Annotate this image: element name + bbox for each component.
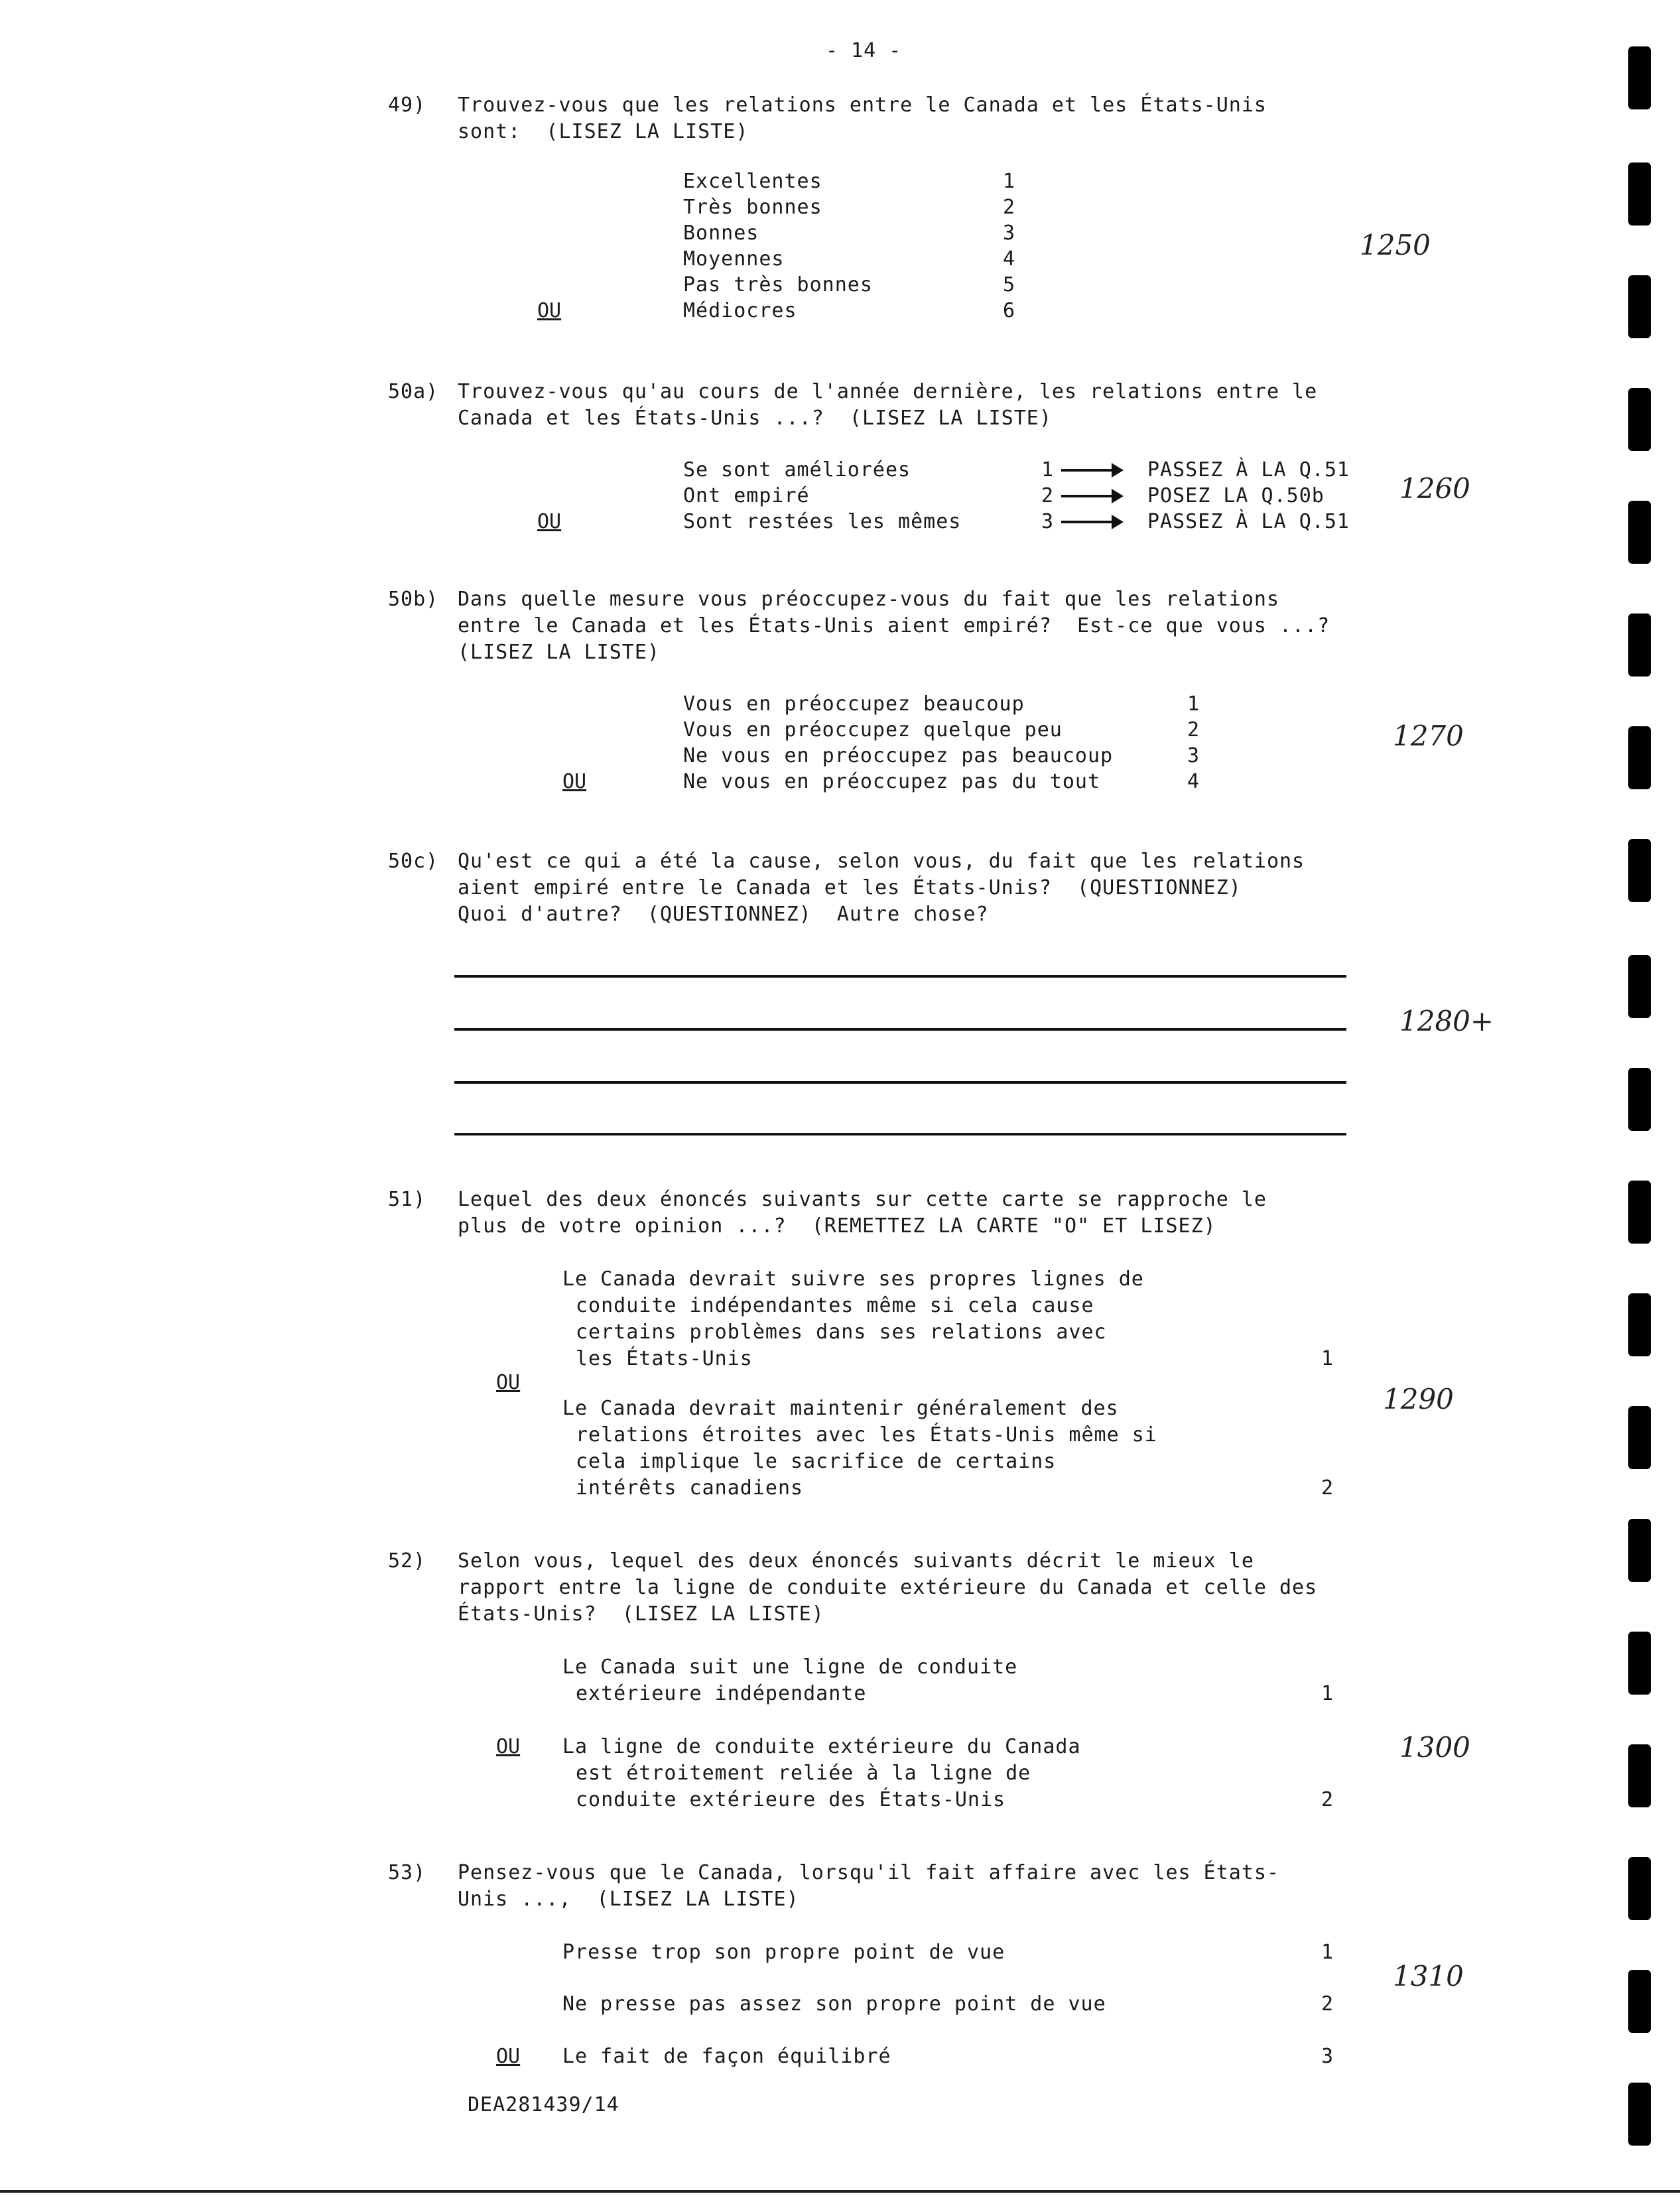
question-number: 51) <box>388 1188 426 1211</box>
statement-line: les États-Unis <box>576 1347 753 1370</box>
option-code: 3 <box>1187 744 1200 767</box>
statement-line: cela implique le sacrifice de certains <box>576 1450 1057 1473</box>
column-code-handwritten: 1260 <box>1399 472 1470 505</box>
binding-mark <box>1628 46 1651 109</box>
question-number: 50b) <box>388 588 439 611</box>
option-code: 5 <box>1003 273 1015 296</box>
binding-mark <box>1628 388 1651 451</box>
question-text-line: sont: (LISEZ LA LISTE) <box>458 120 749 143</box>
binding-mark <box>1628 726 1651 789</box>
binding-mark <box>1628 1406 1651 1469</box>
column-code-handwritten: 1310 <box>1393 1960 1464 1992</box>
answer-line[interactable] <box>454 1133 1346 1135</box>
option-code: 2 <box>1321 1788 1334 1811</box>
option-code: 3 <box>1003 222 1015 245</box>
column-code-handwritten: 1250 <box>1360 229 1431 261</box>
option-code: 3 <box>1041 510 1054 533</box>
question-text-line: Dans quelle mesure vous préoccupez-vous du fait que les relations <box>458 588 1279 611</box>
option-label: Médiocres <box>683 299 797 322</box>
question-text-line: entre le Canada et les États-Unis aient empiré? Est-ce que vous ...? <box>458 614 1330 637</box>
binding-mark <box>1628 2083 1651 2146</box>
question-text-line: Quoi d'autre? (QUESTIONNEZ) Autre chose? <box>458 903 989 926</box>
ou-marker: OU <box>537 299 562 322</box>
answer-line[interactable] <box>454 975 1346 978</box>
option-label: Moyennes <box>683 247 785 271</box>
option-label: Excellentes <box>683 170 822 193</box>
option-label: Très bonnes <box>683 196 822 219</box>
option-label: Ont empiré <box>683 484 810 507</box>
question-text-line: Lequel des deux énoncés suivants sur cette carte se rapproche le <box>458 1188 1267 1211</box>
answer-line[interactable] <box>454 1028 1346 1031</box>
binding-mark <box>1628 1181 1651 1244</box>
binding-mark <box>1628 275 1651 338</box>
binding-mark <box>1628 1293 1651 1356</box>
option-code: 2 <box>1187 718 1200 742</box>
question-number: 50c) <box>388 850 439 873</box>
question-text-line: Pensez-vous que le Canada, lorsqu'il fait affaire avec les États- <box>458 1861 1279 1884</box>
statement-line: intérêts canadiens <box>576 1476 804 1500</box>
option-label: Vous en préoccupez beaucoup <box>683 692 1025 716</box>
option-label: Presse trop son propre point de vue <box>562 1941 1005 1964</box>
binding-mark <box>1628 1519 1651 1582</box>
statement-line: Le Canada devrait suivre ses propres lignes de <box>562 1267 1144 1291</box>
question-number: 52) <box>388 1549 426 1573</box>
skip-instruction: PASSEZ À LA Q.51 <box>1147 510 1350 533</box>
page-number: - 14 - <box>826 39 902 62</box>
skip-arrow <box>1061 521 1114 523</box>
option-code: 4 <box>1003 247 1015 271</box>
question-text-line: Canada et les États-Unis ...? (LISEZ LA LISTE) <box>458 407 1052 430</box>
ou-marker: OU <box>562 770 587 793</box>
option-code: 2 <box>1321 1476 1334 1500</box>
option-code: 4 <box>1187 770 1200 793</box>
skip-instruction: PASSEZ À LA Q.51 <box>1147 458 1350 482</box>
binding-mark <box>1628 162 1651 226</box>
option-code: 2 <box>1041 484 1054 507</box>
question-text-line: (LISEZ LA LISTE) <box>458 641 660 664</box>
skip-instruction: POSEZ LA Q.50b <box>1147 484 1325 507</box>
question-text-line: plus de votre opinion ...? (REMETTEZ LA CARTE "O" ET LISEZ) <box>458 1214 1216 1238</box>
option-label: Sont restées les mêmes <box>683 510 962 533</box>
option-label: Bonnes <box>683 222 759 245</box>
option-code: 1 <box>1321 1941 1334 1964</box>
binding-mark <box>1628 1857 1651 1920</box>
statement-line: La ligne de conduite extérieure du Canada <box>562 1735 1081 1758</box>
skip-arrow <box>1061 495 1114 497</box>
option-code: 2 <box>1003 196 1015 219</box>
statement-line: est étroitement reliée à la ligne de <box>576 1762 1031 1785</box>
column-code-handwritten: 1270 <box>1393 720 1464 752</box>
question-text-line: Selon vous, lequel des deux énoncés suivants décrit le mieux le <box>458 1549 1254 1573</box>
skip-arrow <box>1061 469 1114 472</box>
binding-mark <box>1628 1068 1651 1131</box>
column-code-handwritten: 1280+ <box>1399 1005 1494 1037</box>
question-number: 53) <box>388 1861 426 1884</box>
option-label: Ne presse pas assez son propre point de vue <box>562 1992 1106 2016</box>
question-number: 49) <box>388 94 426 117</box>
option-label: Ne vous en préoccupez pas du tout <box>683 770 1101 793</box>
document-code: DEA281439/14 <box>468 2093 619 2116</box>
binding-mark <box>1628 1970 1651 2033</box>
ou-marker: OU <box>496 2045 521 2068</box>
ou-marker: OU <box>537 510 562 533</box>
binding-mark <box>1628 501 1651 564</box>
question-text-line: aient empiré entre le Canada et les États-Unis? (QUESTIONNEZ) <box>458 876 1242 899</box>
binding-mark <box>1628 955 1651 1018</box>
question-text-line: États-Unis? (LISEZ LA LISTE) <box>458 1602 824 1626</box>
scan-edge <box>0 2190 1680 2193</box>
option-code: 6 <box>1003 299 1015 322</box>
statement-line: certains problèmes dans ses relations avec <box>576 1321 1107 1344</box>
binding-mark <box>1628 1632 1651 1695</box>
option-code: 1 <box>1003 170 1015 193</box>
option-label: Se sont améliorées <box>683 458 911 482</box>
option-code: 3 <box>1321 2045 1334 2068</box>
statement-line: conduite extérieure des États-Unis <box>576 1788 1006 1811</box>
option-code: 1 <box>1041 458 1054 482</box>
question-text-line: Trouvez-vous qu'au cours de l'année dernière, les relations entre le <box>458 380 1318 403</box>
column-code-handwritten: 1300 <box>1399 1731 1470 1764</box>
statement-line: Le Canada devrait maintenir généralement des <box>562 1397 1119 1420</box>
question-text-line: Unis ..., (LISEZ LA LISTE) <box>458 1888 799 1911</box>
option-code: 1 <box>1321 1347 1334 1370</box>
ou-marker: OU <box>496 1371 521 1394</box>
question-number: 50a) <box>388 380 439 403</box>
statement-line: Le Canada suit une ligne de conduite <box>562 1655 1018 1679</box>
option-label: Pas très bonnes <box>683 273 873 296</box>
option-label: Le fait de façon équilibré <box>562 2045 891 2068</box>
option-code: 1 <box>1321 1682 1334 1705</box>
binding-mark <box>1628 614 1651 677</box>
binding-mark <box>1628 1744 1651 1807</box>
question-text-line: rapport entre la ligne de conduite extérieure du Canada et celle des <box>458 1576 1318 1599</box>
question-text-line: Qu'est ce qui a été la cause, selon vous, du fait que les relations <box>458 850 1305 873</box>
answer-line[interactable] <box>454 1081 1346 1084</box>
option-label: Ne vous en préoccupez pas beaucoup <box>683 744 1114 767</box>
option-code: 2 <box>1321 1992 1334 2016</box>
binding-mark <box>1628 839 1651 902</box>
statement-line: conduite indépendantes même si cela cause <box>576 1294 1094 1317</box>
option-code: 1 <box>1187 692 1200 716</box>
column-code-handwritten: 1290 <box>1383 1383 1454 1415</box>
option-label: Vous en préoccupez quelque peu <box>683 718 1063 742</box>
question-text-line: Trouvez-vous que les relations entre le Canada et les États-Unis <box>458 94 1267 117</box>
statement-line: extérieure indépendante <box>576 1682 867 1705</box>
statement-line: relations étroites avec les États-Unis même si <box>576 1423 1157 1447</box>
ou-marker: OU <box>496 1735 521 1758</box>
